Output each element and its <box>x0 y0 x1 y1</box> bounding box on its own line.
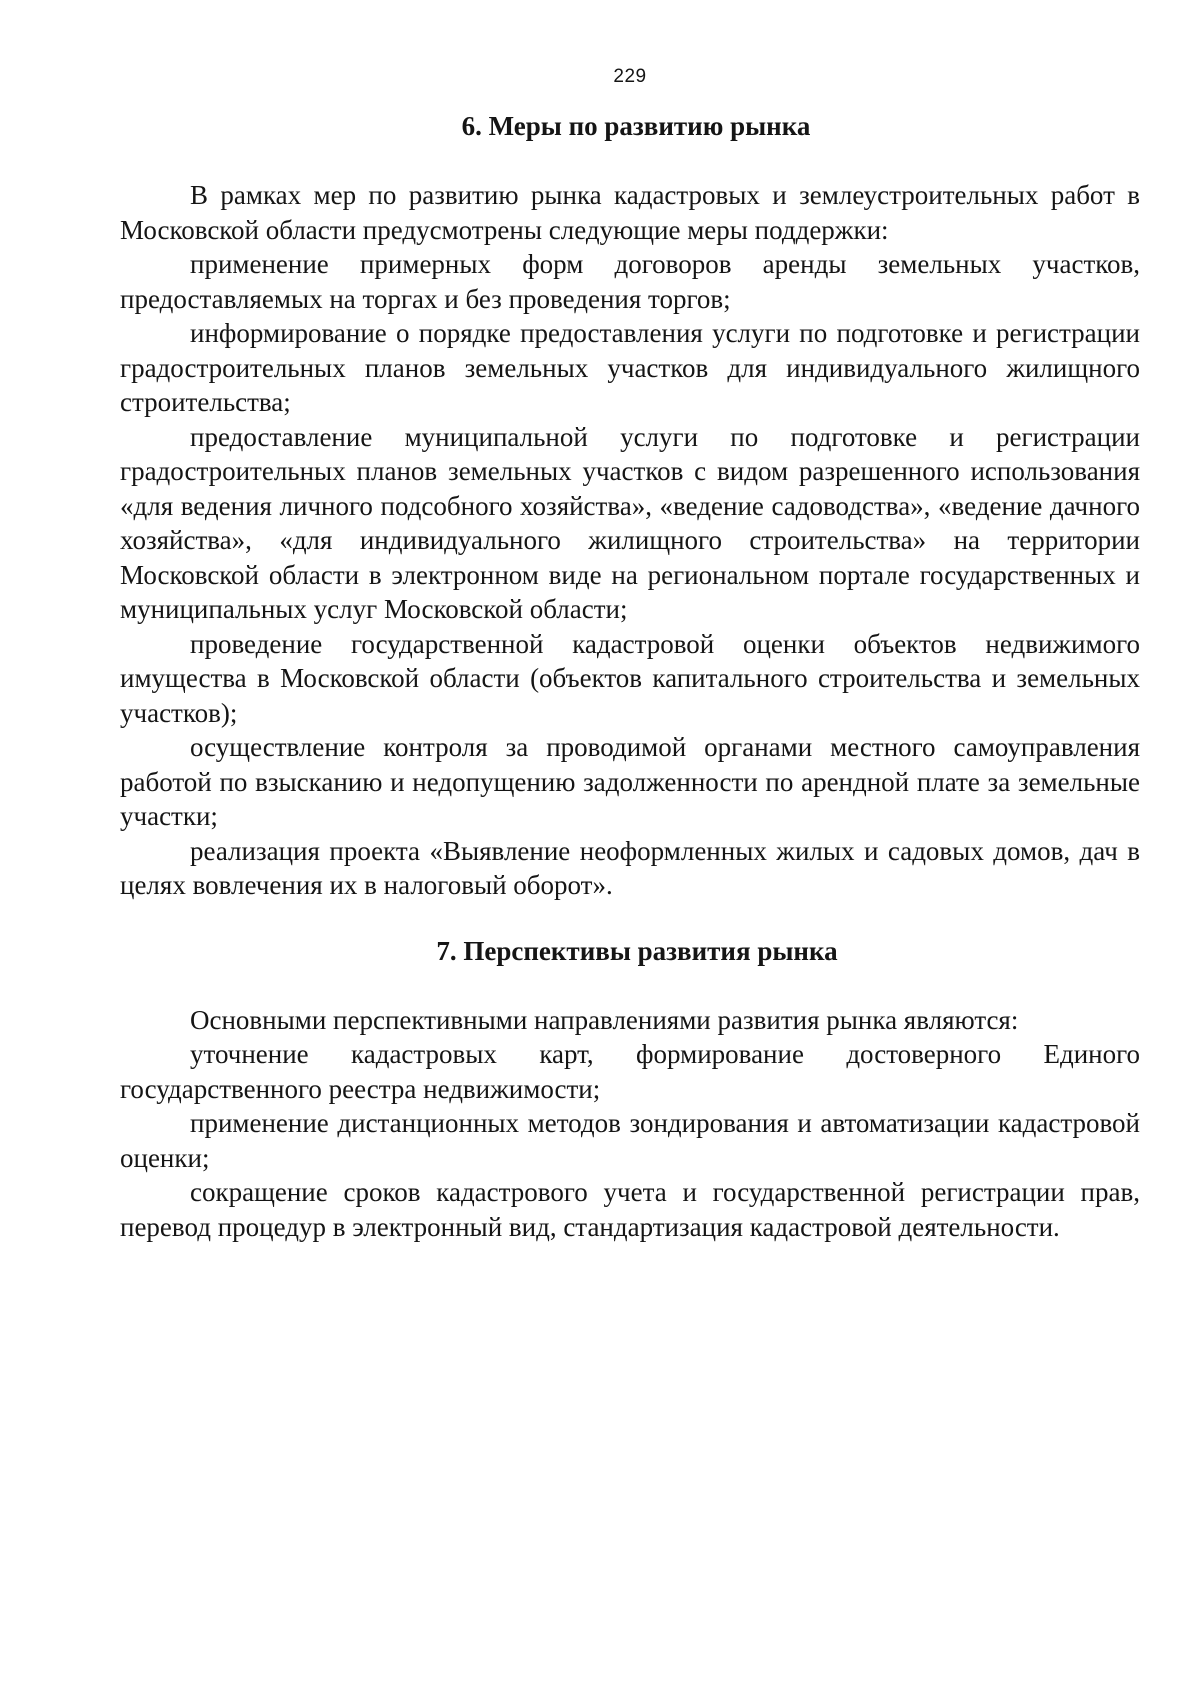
section-6-paragraph: информирование о порядке предоставления услуги по подготовке и регистрации градостроительных планов земельных участков для индивидуального жилищного строительства; <box>120 318 1140 417</box>
section-6-paragraph: В рамках мер по развитию рынка кадастровых и землеустроительных работ в Московской области предусмотрены следующие меры поддержки: <box>120 180 1140 245</box>
section-6-paragraph: проведение государственной кадастровой оценки объектов недвижимого имущества в Московской области (объектов капитального строительства и земельных участков); <box>120 628 1140 728</box>
section-7-paragraph: уточнение кадастровых карт, формирование достоверного Единого государственного реестра недвижимости; <box>120 1039 1140 1104</box>
section-6-paragraph: осуществление контроля за проводимой органами местного самоуправления работой по взысканию и недопущению задолженности по арендной плате за земельные участки; <box>120 732 1140 831</box>
section-6-heading: 6. Меры по развитию рынка <box>461 111 811 141</box>
section-7-paragraph: Основными перспективными направлениями развития рынка являются: <box>190 1004 1019 1035</box>
document-body <box>120 108 1140 1244</box>
section-6-paragraph: предоставление муниципальной услуги по подготовке и регистрации градостроительных планов земельных участков с видом разрешенного использования «для ведения личного подсобного хозяйства», «ведение садоводства», «ведение дачного хозяйства», «для индивидуального жилищного строительства» на территории Московской области в электронном виде на региональном портале государственных и муниципальных услуг Московской области; <box>120 421 1140 624</box>
section-7-paragraph: применение дистанционных методов зондирования и автоматизации кадастровой оценки; <box>120 1108 1140 1173</box>
page-number: 229 <box>613 66 647 87</box>
section-7-paragraph: сокращение сроков кадастрового учета и государственной регистрации прав, перевод процедур в электронный вид, стандартизация кадастровой деятельности. <box>120 1177 1140 1242</box>
section-6-paragraph: реализация проекта «Выявление неоформленных жилых и садовых домов, дач в целях вовлечения их в налоговый оборот». <box>120 835 1140 900</box>
section-7-heading: 7. Перспективы развития рынка <box>436 935 838 966</box>
section-6-paragraph: применение примерных форм договоров аренды земельных участков, предоставляемых на торгах и без проведения торгов; <box>120 249 1140 314</box>
